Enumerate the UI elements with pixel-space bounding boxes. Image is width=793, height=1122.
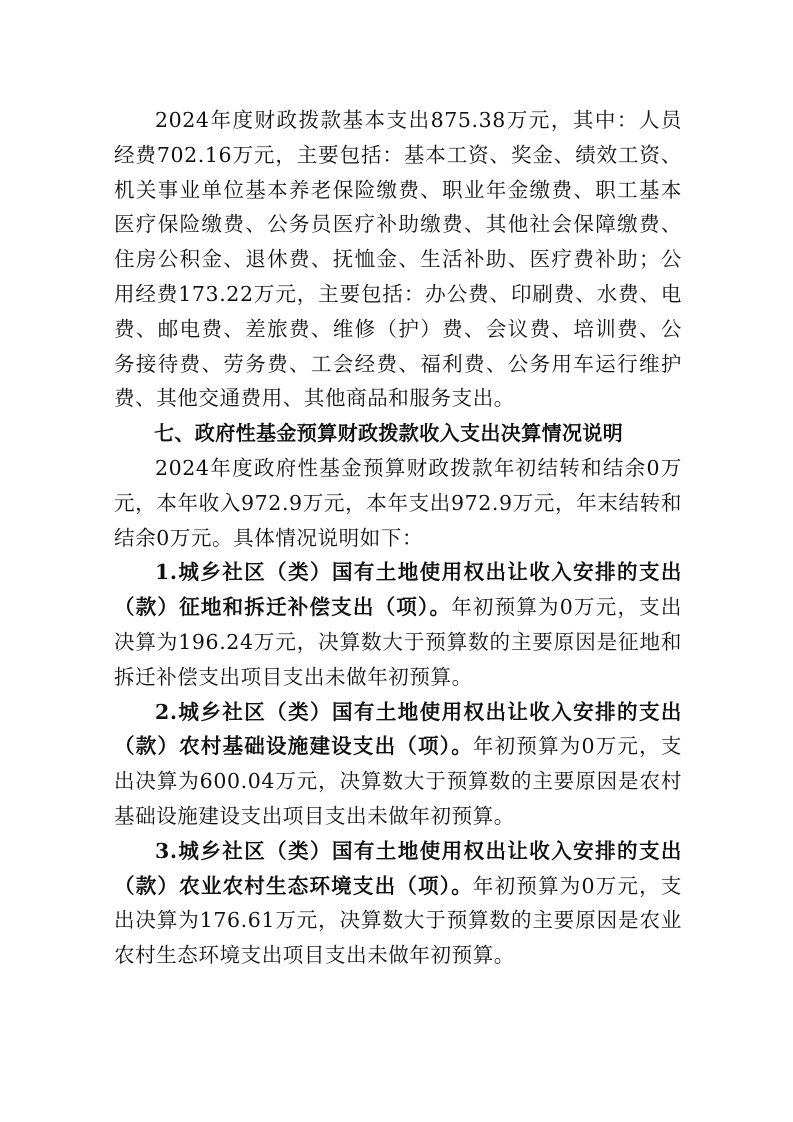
document-page <box>114 103 682 973</box>
item-body-1: 年初预算为0万元，支出决算为196.24万元，决算数大于预算数的主要原因是征地和拆迁补偿支出项目支出未做年初预算。 <box>114 595 682 689</box>
item-paragraph-1 <box>114 555 682 694</box>
fund-summary-paragraph: 2024年度政府性基金预算财政拨款年初结转和结余0万元，本年收入972.9万元，本年支出972.9万元，年末结转和结余0万元。具体情况说明如下： <box>114 455 682 550</box>
item-body-3: 年初预算为0万元，支出决算为176.61万元，决算数大于预算数的主要原因是农业农村生态环境支出项目支出未做年初预算。 <box>114 873 683 968</box>
basic-expenditure-paragraph: 2024年度财政拨款基本支出875.38万元，其中：人员经费702.16万元，主要包括：基本工资、奖金、绩效工资、机关事业单位基本养老保险缴费、职业年金缴费、职工基本医疗保险缴费、公务员医疗补助缴费、其他社会保障缴费、住房公积金、退休费、抚恤金、生活补助、医疗费补助；公用经费173.22万元，主要包括：办公费、印刷费、水费、电费、邮电费、差旅费、维修（护）费、会议费、培训费、公务接待费、劳务费、工会经费、福利费、公务用车运行维护费、其他交通费用、其他商品和服务支出。 <box>114 108 682 411</box>
item-paragraph-3 <box>114 834 682 973</box>
item-body-2: 年初预算为0万元，支出决算为600.04万元，决算数大于预算数的主要原因是农村基础设施建设支出项目支出未做年初预算。 <box>114 734 683 828</box>
section-heading: 七、政府性基金预算财政拨款收入支出决算情况说明 <box>154 421 624 446</box>
item-paragraph-2 <box>114 695 682 834</box>
item-title-2: 2.城乡社区（类）国有土地使用权出让收入安排的支出（款）农村基础设施建设支出（项）。 <box>114 699 682 759</box>
item-title-1: 1.城乡社区（类）国有土地使用权出让收入安排的支出（款）征地和拆迁补偿支出（项）。 <box>114 560 682 620</box>
item-title-3: 3.城乡社区（类）国有土地使用权出让收入安排的支出（款）农业农村生态环境支出（项）。 <box>114 838 682 898</box>
